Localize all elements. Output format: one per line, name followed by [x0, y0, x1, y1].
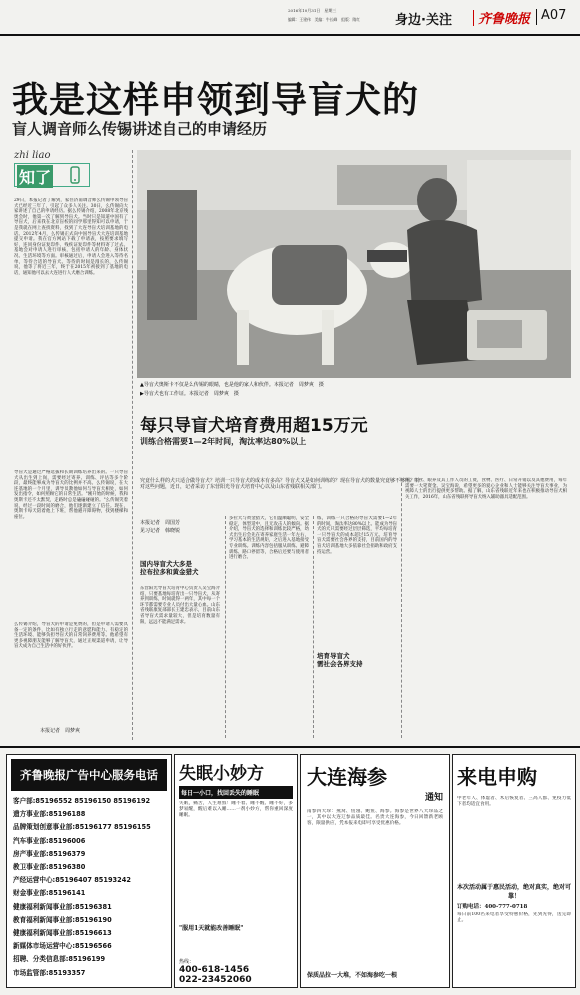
ad2-title: 失眠小妙方: [179, 764, 264, 784]
editor-line: 编辑：王建伟 美编：牛长峰 组版：隋红: [288, 17, 361, 22]
ad1-phone-row: 产经运营中心:85196407 85193242: [13, 876, 131, 885]
byline-1: 本报记者 周梦爽: [40, 728, 81, 734]
ad1-phone-list: [7, 795, 171, 980]
zhidao-badge: [14, 163, 90, 187]
photo-caption-2: ▶导盲犬也有工作证。本报记者 周梦爽 摄: [140, 391, 239, 397]
phone-icon: [65, 165, 85, 185]
secondary-subhead: 训练合格需要1—2年时间，淘汰率达80%以上: [140, 437, 307, 446]
ad1-phone-row: 教育福利新闻事业部:85196190: [13, 915, 112, 924]
section-title: 身边·关注: [395, 13, 452, 28]
headline: 我是这样申领到导盲犬的: [12, 80, 420, 121]
header-divider: [473, 10, 474, 26]
ad4-note: 每日前100名来电者享受特惠价格，先到先得，送完即止。: [457, 912, 571, 923]
article-column-3: 多拉犬与黄金猎犬，它们温顺聪明，安全稳定，体型适中，且无攻击人的倾向。据介绍，导盲犬的选择和训练比较严格，幼犬出生后会先在寄养家庭生活一年左右，学习基本的生活规矩，之后进入基地接受专业训练。训练内容包括服从训练、避障训练、路口停留等，合格后还要与使用者进行磨合。: [229, 516, 309, 561]
ad1-phone-row: 房产事业部:85196379: [13, 849, 86, 858]
page-number: A07: [541, 8, 567, 23]
ad3-slogan: 保质品拉一大堆，不如海参吃一根: [307, 972, 398, 979]
ad1-phone-row: 遗方事业部:85196188: [13, 810, 86, 819]
header-divider-2: [536, 9, 537, 25]
secondary-headline: 每只导盲犬培育费用超15万元: [140, 416, 368, 436]
column-divider-2: [225, 516, 226, 738]
ad1-phone-row: 品牌策划创意事业部:85196177 85196155: [13, 823, 151, 832]
ad1-phone-row: 新媒体市场运营中心:85196566: [13, 942, 112, 951]
ad2-phone-label: 热线：: [179, 959, 195, 965]
article-column-1b: 导盲犬是通过严格选拔和长期训练培养出来的。一只导盲犬从出生到上岗，需要经过寄养、训练、评估等多个阶段，最终能够成为导盲犬的比例并不高。么传锡说，在大连基地的一个月里，训导员教他如何与导盲犬相处，如何发出指令，如何照顾它的日常生活。"刚开始的时候，我和奥斯卡还不太默契，走路时总是磕磕碰碰的。"么传锡笑着说，经过一段时间的磨合，他们逐渐建立了信任。现在，奥斯卡每天陪着他上下班，帮他避开障碍物，找到楼梯和座位。: [14, 470, 128, 520]
byline-2a: 本报记者 周国芳: [140, 520, 181, 526]
ad1-phone-row: 客户部:85196552 85196150 85196192: [13, 797, 151, 805]
subheadline: 盲人调音师么传锡讲述自己的申请经历: [12, 120, 268, 138]
ad2-phone-2: 022-23452060: [179, 975, 252, 985]
byline-2b: 见习记者 韩晓锐: [140, 528, 181, 534]
photo-caption-1: ▲导盲犬奥斯卡不仅是么传锡的眼睛，也是他的家人和伙伴。本报记者 周梦爽 摄: [140, 382, 324, 388]
ad-dalian-sea-cucumber: [300, 754, 450, 988]
article-column-1c: 么传锡介绍，导盲犬的申请是免费的，但是申请人需要具备一定的条件，比如有独立行走的意愿和能力、有稳定的生活环境、能够负担导盲犬的日常饲养费用等。他希望有更多视障朋友能够了解导盲犬，通过正规渠道申请，让导盲犬成为自己生活中的好伙伴。: [14, 622, 128, 650]
column-divider-3: [313, 516, 314, 738]
ad4-title: 来电申购: [457, 765, 537, 789]
ad2-subtitle: 每日一小口，找回丢失的睡眠: [179, 786, 293, 799]
ad2-phone-1: 400-618-1456: [179, 965, 250, 975]
ad1-phone-row: 财金事业部:85196141: [13, 889, 86, 898]
ad-insomnia: [174, 754, 298, 988]
article-column-2: 东营阳光导盲犬培育中心负责人吴宝海介绍，只要基地每培育出一只导盲犬，从寄养到训练，时间就得一两年，其中每一个环节都需要专业人员付出大量心血。山东省残联康复部部长王建忠表示，目前山东省导盲犬需求量较大，但是培育数量有限，远远不能满足需求。: [140, 586, 220, 625]
ad4-body: 中老年人、体虚者、术后恢复者、三高人群、免疫力低下者均适宜食用。: [457, 796, 571, 807]
ad1-phone-row: 市场监管部:85193357: [13, 968, 86, 977]
ad-phone-order: [452, 754, 576, 988]
zhidao-pinyin: zhi liao: [14, 150, 51, 161]
intro-paragraph: 究竟什么样的犬只适合做导盲犬？培训一只导盲犬的成本有多高？导盲犬又是如何训练的？现在导盲犬的数量究竟够不够用？针对这些问题，近日，记者采访了东营阳光导盲犬培育中心以及山东省残联相关部门。: [140, 478, 421, 491]
article-column-1: 29日，本报记者了解到，家住济南调音师么传锡申领导盲犬已经近三年了，引起了众多人关注。30日，么传锡向大家讲述了自己的申请经历。据么传锡介绍，2008年北京残奥会时，他第一次了解到导盲犬。当时只是知道中国有了导盲犬，后来我在北京盲校的同学那里得知可以申请，于是我就在网上查找资料，找到了大连导盲犬培训基地的电话。2012年4月，么传锡正式向中国导盲犬大连培训基地提交申请。我在官方网站下载了申请表，按照要求填写好，连同身份证复印件、残疾证复印件等材料寄了过去。基地会对申请人进行审核，包括申请人的年龄、身体状况、生活环境等方面。审核通过后，申请人会进入等待名单，等待合适的导盲犬。等待的时间是漫长的，么传锡说，他等了将近三年，终于在2015年初接到了基地的电话，通知他可以去大连进行人犬磨合训练。: [14, 198, 128, 276]
date-line: 2016年10月31日 星期三: [288, 8, 337, 13]
ad1-phone-row: 健康福利新闻事业部:85196381: [13, 902, 112, 911]
article-column-5: 统，饮食、眼养及其工作人员的工资，食物、医疗、日常开销以及其他费用，每年需要一大笔资金。吴宝海说，希望更多的爱心企业和人士能够关注导盲犬事业，为视障人士的出行提供更多帮助。据了解，山东省残联近年来也在积极推动导盲犬相关工作，2016年，山东省残联将导盲犬纳入辅助器具适配范围。: [405, 478, 567, 500]
dog-photo: [137, 150, 571, 378]
ad3-body: 南参四大珍：燕窝、鱼翅、鲍鱼、海参。海参是世界八大珍品之一，其中以大连辽参品质最佳。名贵大连海参，今日回馈新老顾客，限量供应，凭本报来电即可享受优惠价格。: [307, 809, 443, 826]
ad4-activity: 本次活动属于惠民活动，绝对真实，绝对可靠！: [457, 884, 572, 900]
header-rule: [0, 34, 580, 36]
ad4-phone: 订购电话：400-777-0718: [457, 904, 528, 910]
ad-separator: [0, 746, 580, 748]
ad1-phone-row: 健康福利新闻事业部:85196613: [13, 929, 112, 938]
ad1-phone-row: 招聘、分类信息部:85196199: [13, 955, 106, 964]
zhidao-label: 知了: [17, 165, 53, 188]
ad1-phone-row: 教卫事业部:85196380: [13, 863, 86, 872]
ad1-title: 齐鲁晚报广告中心服务电话: [11, 759, 167, 791]
subsection-title-2: 培育导盲犬 需社会各界支持: [317, 652, 363, 668]
ad3-title: 大连海参: [307, 765, 387, 789]
ad2-quote: "服用1天就能改善睡眠": [179, 925, 244, 932]
ad1-phone-row: 汽车事业部:85196006: [13, 836, 86, 845]
column-divider: [132, 150, 133, 740]
newspaper-logo: 齐鲁晚报: [478, 12, 531, 27]
article-column-4: 练，训练一只合格的导盲犬需要1—2年的时间，淘汰率达80%以上。能成为导盲犬的犬只需要经过层层筛选，平均每培育一只导盲犬的成本超过15万元。培育导盲犬需要社会各界的支持，目前国内的导盲犬培训基地大多依靠社会捐助和政府支持运营。: [317, 516, 397, 555]
ad3-notice: 通知: [424, 793, 443, 803]
ad-service-phones: [6, 754, 172, 988]
column-divider-4: [401, 478, 402, 738]
subsection-title-1: 国内导盲犬大多是 拉布拉多和黄金猎犬: [140, 560, 199, 576]
ad2-body: 失眠，痛苦，人生难熬！睡不着、睡不醒、睡不好，多梦易醒，醒后难以入睡……一剂小妙方，帮你重回深度睡眠。: [179, 801, 293, 818]
